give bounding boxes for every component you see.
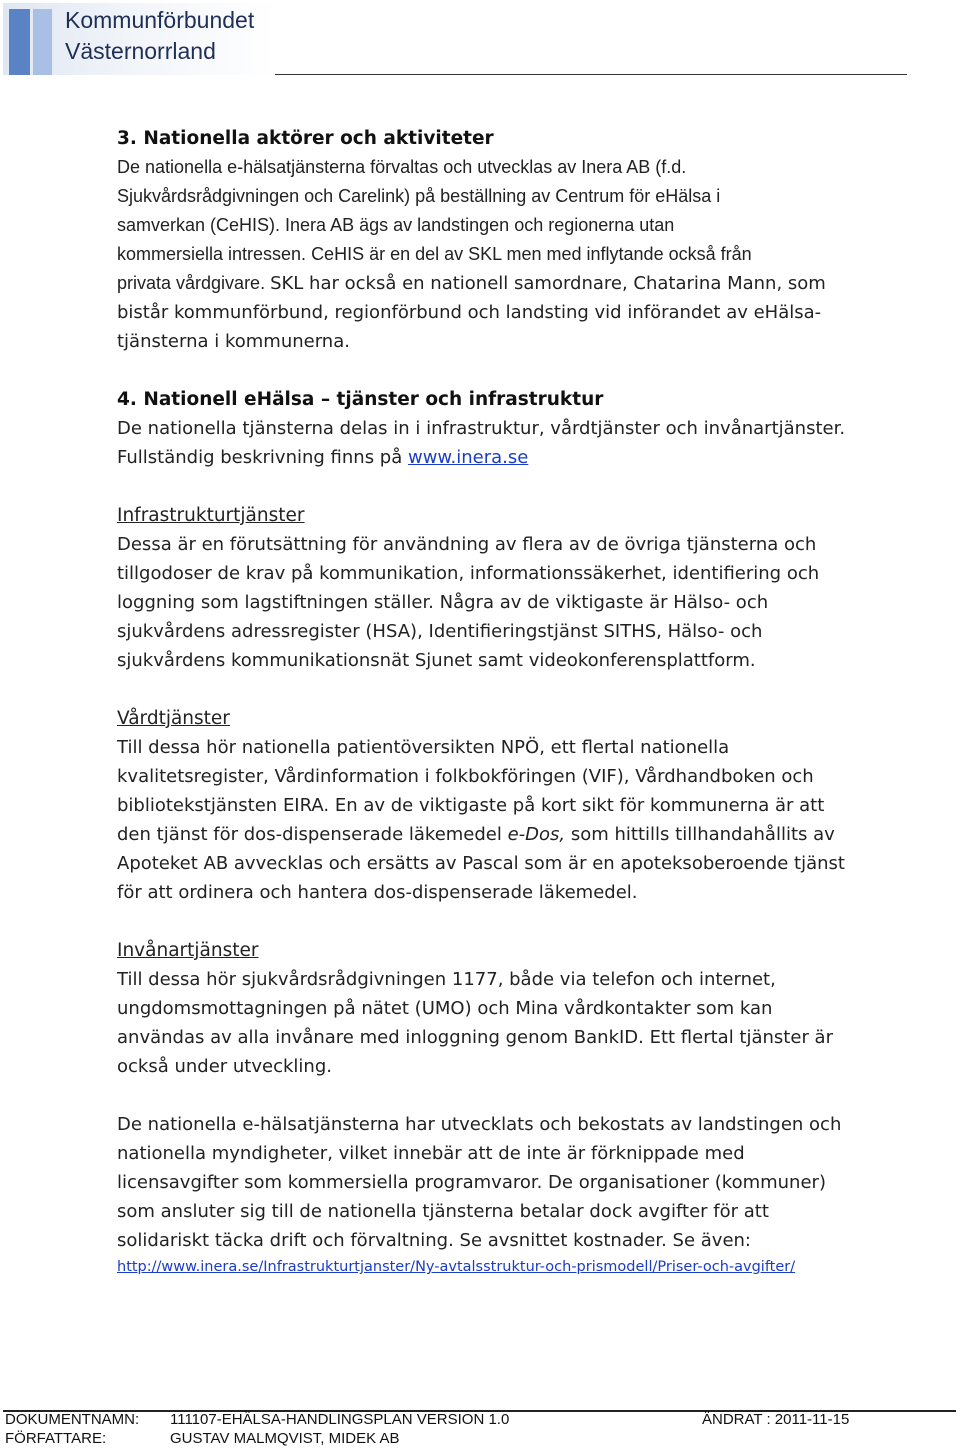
text-line: loggning som lagstiftningen ställer. Några av de viktigaste är Hälso- och xyxy=(117,592,769,613)
vard-title: Vårdtjänster xyxy=(117,708,230,729)
spacer xyxy=(117,472,907,501)
text-line: solidariskt täcka drift och förvaltning. Se avsnittet kostnader. Se även: xyxy=(117,1230,751,1251)
text-fragment: privata vårdgivare. xyxy=(117,273,271,293)
text-line: De nationella e-hälsatjänsterna förvaltas och utvecklas av Inera AB (f.d. xyxy=(117,157,687,177)
inera-link[interactable]: www.inera.se xyxy=(407,447,529,468)
text-line: kvalitetsregister, Vårdinformation i folkbokföringen (VIF), Vårdhandboken och xyxy=(117,766,814,787)
logo-text-line2: Västernorrland xyxy=(65,38,216,64)
header-divider xyxy=(275,74,907,75)
organization-logo xyxy=(3,3,275,75)
text-line: licensavgifter som kommersiella programvaror. De organisationer (kommuner) xyxy=(117,1172,826,1193)
section-3-paragraph xyxy=(117,153,907,356)
footer-row-docname xyxy=(5,1410,955,1429)
logo-bar-dark xyxy=(9,9,30,75)
closing-section xyxy=(117,1110,907,1279)
text-line: som ansluter sig till de nationella tjänsterna betalar dock avgifter för att xyxy=(117,1201,769,1222)
text-line: ungdomsmottagningen på nätet (UMO) och Mina vårdkontakter som kan xyxy=(117,998,773,1019)
docname-value: 111107-EHÄLSA-HANDLINGSPLAN VERSION 1.0 xyxy=(170,1411,510,1428)
text-line: samverkan (CeHIS). Inera AB ägs av landstingen och regionerna utan xyxy=(117,215,675,235)
text-line: De nationella tjänsterna delas in i infrastruktur, vårdtjänster och invånartjänster. xyxy=(117,418,846,439)
spacer xyxy=(117,356,907,385)
text-line: också under utveckling. xyxy=(117,1056,332,1077)
text-line: kommersiella intressen. CeHIS är en del av SKL men med inflytande också från xyxy=(117,244,752,264)
author-value: GUSTAV MALMQVIST, MIDEK AB xyxy=(170,1430,400,1447)
text-line: bibliotekstjänsten EIRA. En av de viktigaste på kort sikt för kommunerna är att xyxy=(117,795,825,816)
text-line: tillgodoser de krav på kommunikation, informationssäkerhet, identifiering och xyxy=(117,563,820,584)
text-fragment: SKL har också en nationell samordnare, Chatarina Mann, som xyxy=(270,273,826,294)
section-4 xyxy=(117,385,907,472)
spacer xyxy=(117,675,907,704)
infrastruktur-section xyxy=(117,501,907,675)
logo-text-line1: Kommunförbundet xyxy=(65,7,255,33)
text-line: sjukvårdens adressregister (HSA), Identifieringstjänst SITHS, Hälso- och xyxy=(117,621,763,642)
pricing-link[interactable]: http://www.inera.se/Infrastrukturtjanster/Ny-avtalsstruktur-och-prismodell/Priser-och-avgifter/ xyxy=(117,1259,796,1275)
invanar-paragraph xyxy=(117,965,907,1081)
text-fragment: den tjänst för dos-dispenserade läkemedel xyxy=(117,824,508,845)
section-3 xyxy=(117,124,907,356)
text-line: Dessa är en förutsättning för användning av flera av de övriga tjänsterna och xyxy=(117,534,817,555)
invanar-section xyxy=(117,936,907,1081)
text-fragment: som hittills tillhandahållits av xyxy=(565,824,835,845)
spacer xyxy=(117,1081,907,1110)
document-footer xyxy=(5,1410,955,1448)
text-line: Apoteket AB avvecklas och ersätts av Pascal som är en apoteksoberoende tjänst xyxy=(117,853,845,874)
infrastruktur-paragraph xyxy=(117,530,907,675)
text-line: Till dessa hör nationella patientöversikten NPÖ, ett flertal nationella xyxy=(117,737,730,758)
vard-paragraph xyxy=(117,733,907,907)
text-line: för att ordinera och hantera dos-dispenserade läkemedel. xyxy=(117,882,638,903)
section-4-paragraph xyxy=(117,414,907,472)
text-line: Till dessa hör sjukvårdsrådgivningen 1177, både via telefon och internet, xyxy=(117,969,776,990)
text-line xyxy=(117,443,907,472)
infrastruktur-title: Infrastrukturtjänster xyxy=(117,505,305,526)
text-line xyxy=(117,820,907,849)
edos-term: e-Dos, xyxy=(507,824,566,845)
changed-date: ÄNDRAT : 2011-11-15 xyxy=(702,1411,850,1428)
logo-bar-light xyxy=(33,9,52,75)
text-line: tjänsterna i kommunerna. xyxy=(117,331,350,352)
text-line: användas av alla invånare med inloggning genom BankID. Ett flertal tjänster är xyxy=(117,1027,833,1048)
vard-section xyxy=(117,704,907,907)
section-4-heading: 4. Nationell eHälsa – tjänster och infrastruktur xyxy=(117,389,604,410)
document-header xyxy=(0,0,960,76)
text-line: De nationella e-hälsatjänsterna har utvecklats och bekostats av landstingen och xyxy=(117,1114,842,1135)
invanar-title: Invånartjänster xyxy=(117,940,259,961)
section-3-heading: 3. Nationella aktörer och aktiviteter xyxy=(117,128,494,149)
text-line xyxy=(117,269,907,298)
spacer xyxy=(117,907,907,936)
text-line: bistår kommunförbund, regionförbund och landsting vid införandet av eHälsa- xyxy=(117,302,822,323)
text-fragment: Fullständig beskrivning finns på xyxy=(117,447,408,468)
footer-row-author xyxy=(5,1429,955,1448)
docname-label: DOKUMENTNAMN: xyxy=(5,1411,140,1428)
author-label: FÖRFATTARE: xyxy=(5,1430,107,1447)
document-body xyxy=(117,124,907,1279)
text-line: Sjukvårdsrådgivningen och Carelink) på beställning av Centrum för eHälsa i xyxy=(117,186,721,206)
text-line: sjukvårdens kommunikationsnät Sjunet samt videokonferensplattform. xyxy=(117,650,756,671)
closing-paragraph xyxy=(117,1110,907,1255)
text-line: nationella myndigheter, vilket innebär att de inte är förknippade med xyxy=(117,1143,745,1164)
